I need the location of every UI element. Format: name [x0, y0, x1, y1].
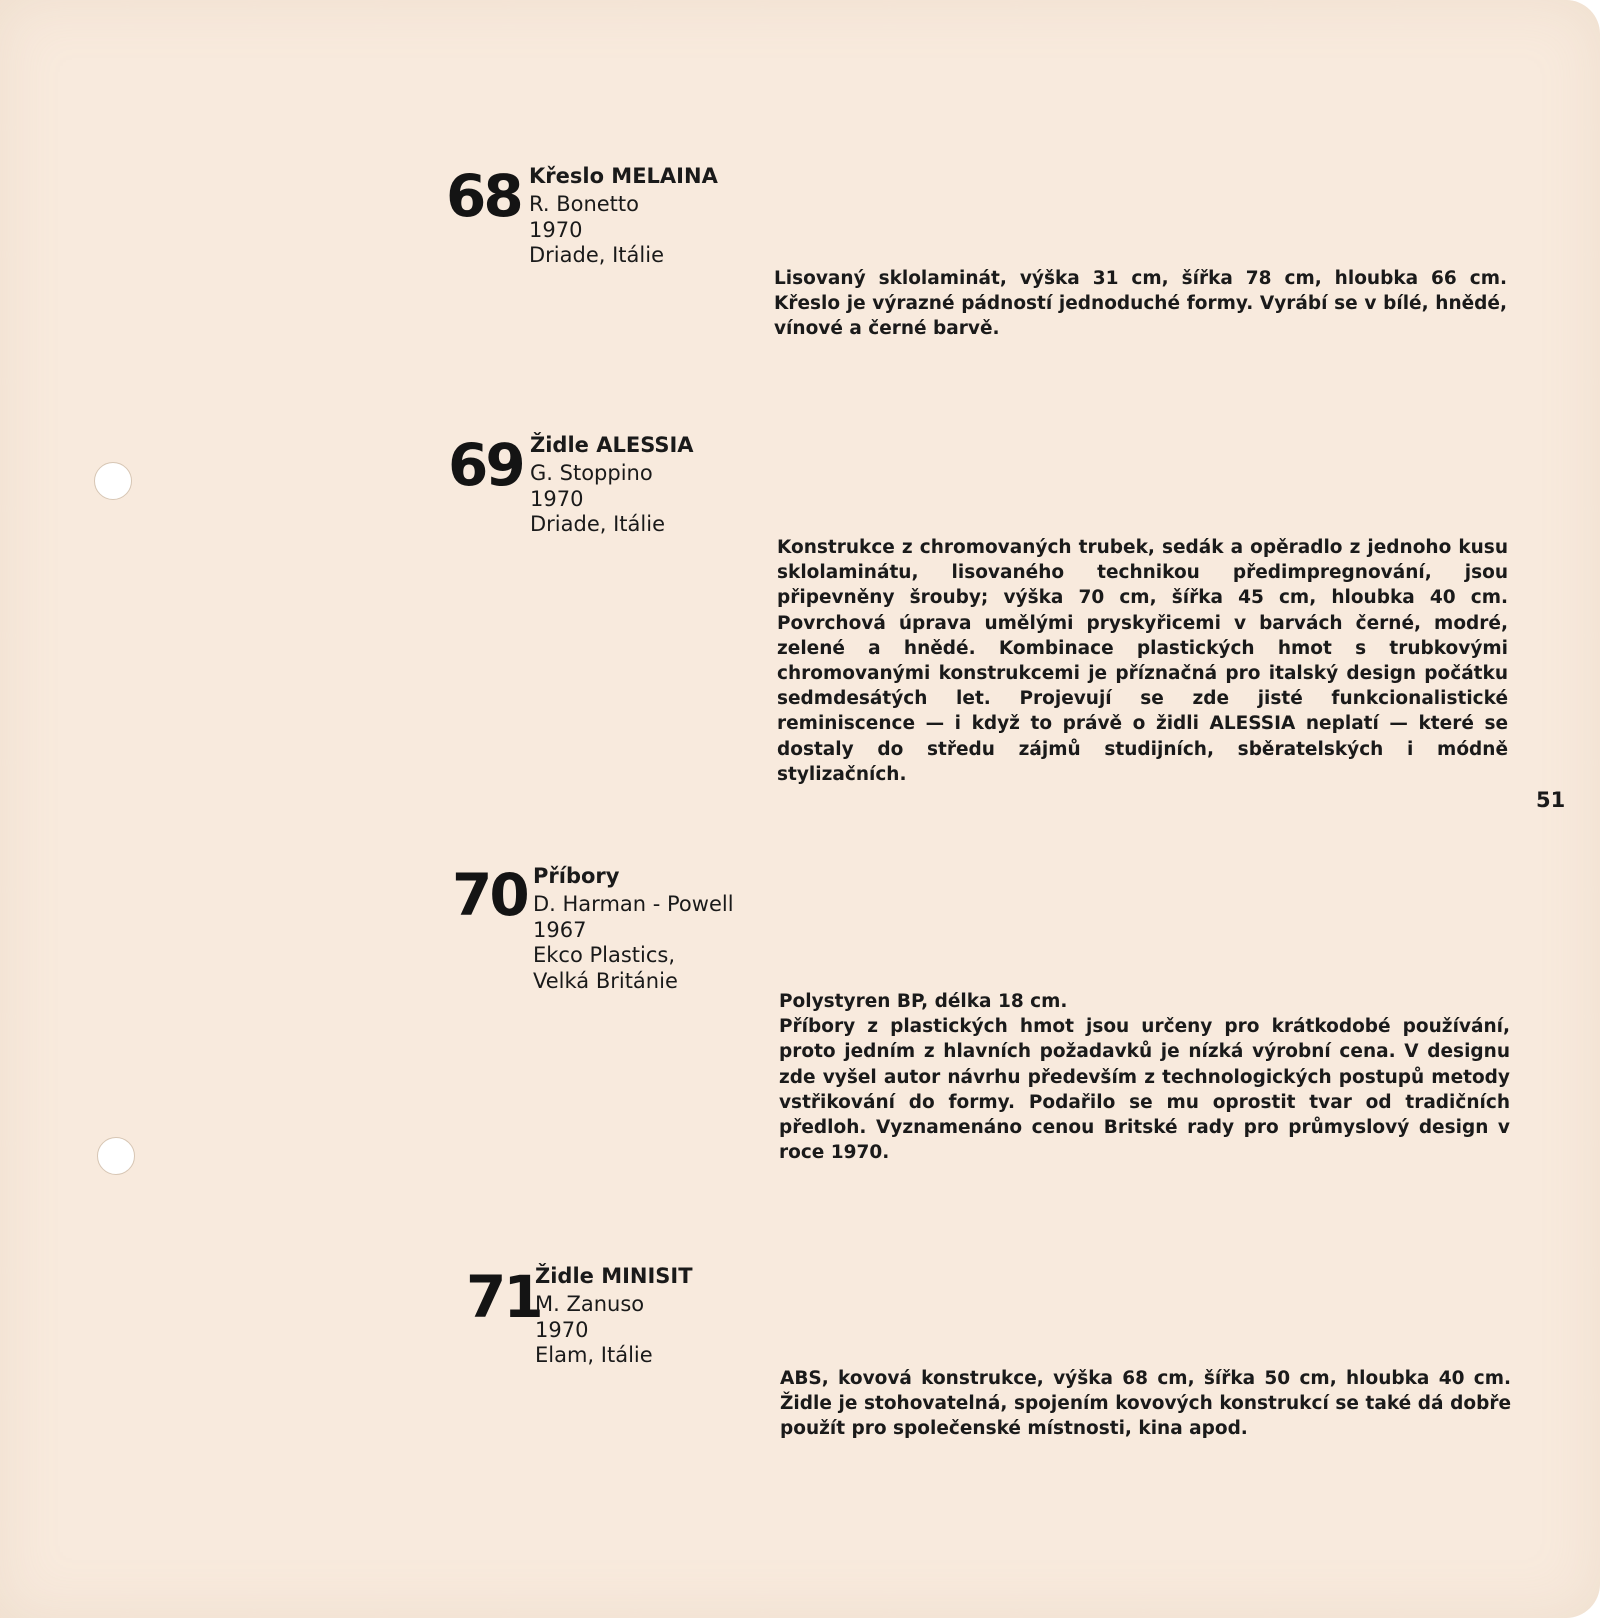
- entry-meta: [533, 862, 793, 994]
- entry-designer: D. Harman - Powell: [533, 892, 734, 916]
- description-paragraph: Lisovaný sklolaminát, výška 31 cm, šířka 78 cm, hloubka 66 cm. Křeslo je výrazné pádností jednoduché formy. Vyrábí se v bílé, hnědé, vínové a černé barvě.: [774, 268, 1507, 340]
- punch-hole: [94, 462, 132, 500]
- description-paragraph: Konstrukce z chromovaných trubek, sedák a opěradlo z jednoho kusu sklolaminátu, lisovaného technikou předimpregnování, jsou připevněny šrouby; výška 70 cm, šířka 45 cm, hloubka 40 cm. Povrchová úprava umělými pryskyřicemi v barvách černé, modré, zelené a hnědé. Kombinace plastických hmot s trubkovými chromovanými konstrukcemi je příznačná pro italský design počátku sedmdesátých let. Projevují se zde jisté funkcionalistické reminiscence — i když to právě o židli ALESSIA neplatí — které se dostaly do středu zájmů studijních, sběratelských i módně stylizačních.: [777, 537, 1508, 785]
- entry-number: 70: [452, 861, 527, 929]
- entry-number: 69: [448, 431, 523, 499]
- description-paragraph: Polystyren BP, délka 18 cm.: [779, 991, 1068, 1012]
- entry-manufacturer: Elam, Itálie: [535, 1343, 653, 1367]
- entry-title: Křeslo MELAINA: [529, 164, 718, 188]
- description-paragraph: ABS, kovová konstrukce, výška 68 cm, šířka 50 cm, hloubka 40 cm. Židle je stohovatelná, spojením kovových konstrukcí se také dá dobře použít pro společenské místnosti, kina apod.: [780, 1368, 1511, 1440]
- entry-year: 1970: [529, 217, 583, 242]
- entry-description: [780, 1366, 1511, 1442]
- entry-manufacturer: Driade, Itálie: [529, 243, 664, 267]
- entry-designer: M. Zanuso: [535, 1292, 645, 1316]
- entry-description: [777, 535, 1508, 787]
- entry-manufacturer: Ekco Plastics,: [533, 943, 676, 967]
- entry-description: [779, 989, 1510, 1165]
- entry-number: 68: [446, 162, 521, 230]
- entry-manufacturer: Driade, Itálie: [530, 512, 665, 536]
- entry-meta: [535, 1262, 775, 1369]
- entry-designer: R. Bonetto: [529, 192, 639, 216]
- entry-title: Židle ALESSIA: [530, 433, 694, 457]
- entry-year: 1967: [533, 917, 587, 942]
- entry-meta: [529, 162, 769, 269]
- description-paragraph: Příbory z plastických hmot jsou určeny pro krátkodobé používání, proto jedním z hlavních požadavků je nízká výrobní cena. V designu zde vyšel autor návrhu především z technologických postupů metody vstřikování do formy. Podařilo se mu oprostit tvar od tradičních předloh. Vyznamenáno cenou Britské rady pro průmyslový design v roce 1970.: [779, 1016, 1510, 1164]
- entry-year: 1970: [535, 1317, 589, 1342]
- entry-number: 71: [466, 1263, 541, 1331]
- entry-title: Příbory: [533, 864, 620, 888]
- punch-hole: [97, 1137, 135, 1175]
- entry-year: 1970: [530, 486, 584, 511]
- page-number: 51: [1536, 788, 1566, 812]
- entry-meta: [530, 431, 770, 538]
- entry-description: [774, 266, 1507, 342]
- entry-designer: G. Stoppino: [530, 461, 653, 485]
- entry-title: Židle MINISIT: [535, 1264, 693, 1288]
- entry-manufacturer-country: Velká Británie: [533, 968, 678, 993]
